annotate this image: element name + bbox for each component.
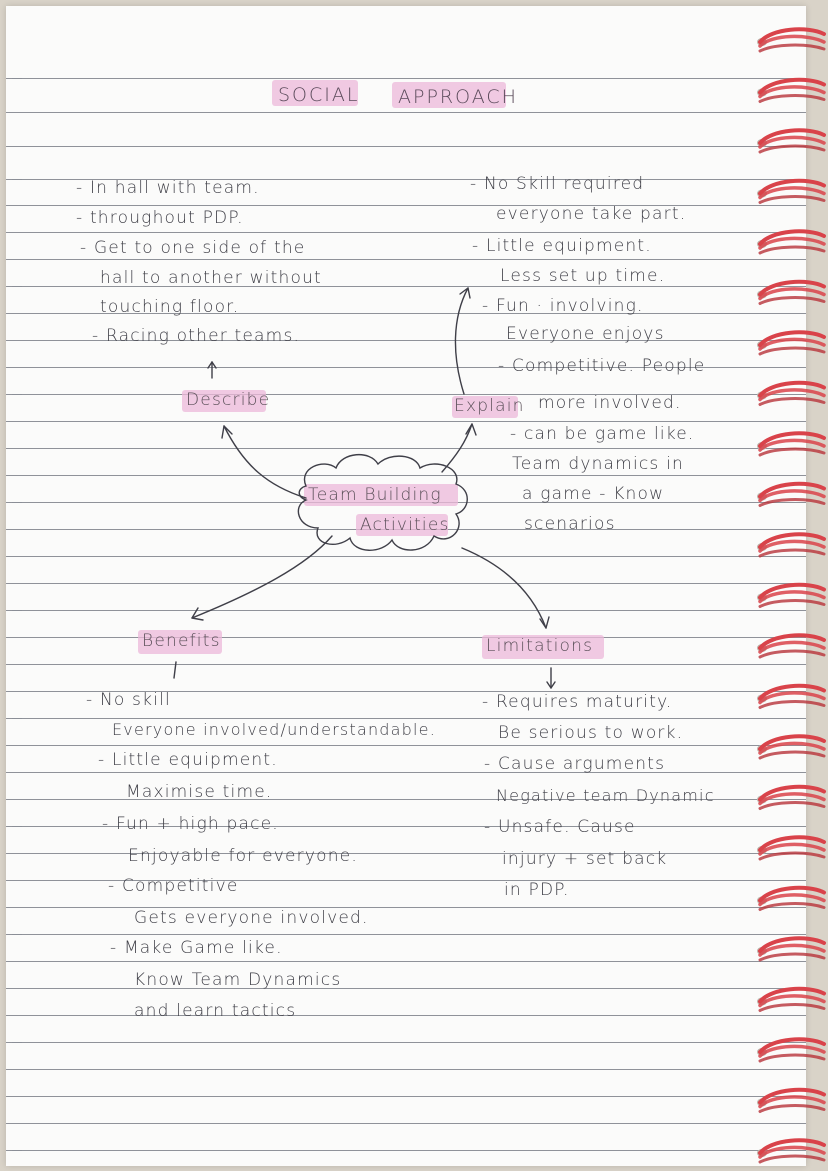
list-item: - Requires maturity. [482,692,673,712]
title-approach: APPROACH [398,86,518,108]
spiral-coil [757,80,824,102]
list-item: injury + set back [502,849,668,869]
spiral-coil [757,534,824,556]
spiral-coil [757,130,824,152]
list-item: - Racing other teams. [92,326,301,346]
describe-label: Describe [186,390,271,410]
list-item: everyone take part. [496,204,687,224]
list-item: - Unsafe. Cause [484,817,636,837]
spiral-coil [757,585,824,607]
list-item: a game - Know [522,484,665,504]
spiral-coil [757,989,824,1011]
list-item: Less set up time. [500,266,666,286]
benefits-label: Benefits [142,631,221,651]
list-item: and learn tactics [134,1001,297,1021]
list-item: Negative team Dynamic [496,786,715,805]
spiral-coil [757,383,824,405]
list-item: in PDP. [504,880,570,900]
list-item: - Competitive [108,876,239,896]
list-item: scenarios [524,514,616,534]
list-item: Everyone enjoys [506,324,665,344]
spiral-coil [757,837,824,859]
list-item: - Cause arguments [484,754,666,774]
spiral-coil [757,938,824,960]
list-item: - Fun + high pace. [102,814,279,834]
notebook-page [6,6,806,1166]
center-title-line2: Activities [360,515,450,535]
spiral-coil [757,181,824,203]
spiral-coil [757,1090,824,1112]
spiral-coil [757,1140,824,1162]
list-item: - Little equipment. [98,750,278,770]
list-item: - Fun · involving. [482,296,644,316]
spiral-coil [757,686,824,708]
spiral-coil [757,282,824,304]
spiral-coil [757,787,824,809]
spiral-coil [757,433,824,455]
list-item: Gets everyone involved. [134,908,369,928]
list-item: - can be game like. [510,424,695,444]
title-social: SOCIAL [278,84,360,106]
spiral-coil [757,736,824,758]
list-item: Know Team Dynamics [134,970,342,990]
list-item: more involved. [538,393,682,413]
list-item: Enjoyable for everyone. [128,846,358,866]
spiral-coil [757,484,824,506]
list-item: Everyone involved/understandable. [112,720,436,739]
list-item: - No Skill required [470,174,645,194]
spiral-coil [757,332,824,354]
list-item: - In hall with team. [76,178,260,198]
list-item: Maximise time. [126,782,273,802]
spiral-coil [757,231,824,253]
spiral-coils-svg [748,0,828,1171]
list-item: - Make Game like. [110,938,283,958]
list-item: - Competitive. People [498,356,706,376]
spiral-coil [757,888,824,910]
list-item: - No skill [86,690,171,710]
list-item: touching floor. [100,297,240,317]
cloud-outline [298,455,467,551]
center-title-line1: Team Building [308,485,442,505]
explain-label: Explain [454,396,525,416]
mind-map-arrows [6,6,806,1166]
spiral-coil [757,29,824,51]
list-item: hall to another without [100,268,322,288]
limitations-label: Limitations [486,636,594,656]
list-item: Be serious to work. [498,723,684,743]
spiral-coil [757,635,824,657]
list-item: Team dynamics in [512,454,684,474]
list-item: - Little equipment. [472,236,652,256]
list-item: - Get to one side of the [80,238,306,258]
list-item: - throughout PDP. [76,208,244,228]
spiral-coil [757,1039,824,1061]
